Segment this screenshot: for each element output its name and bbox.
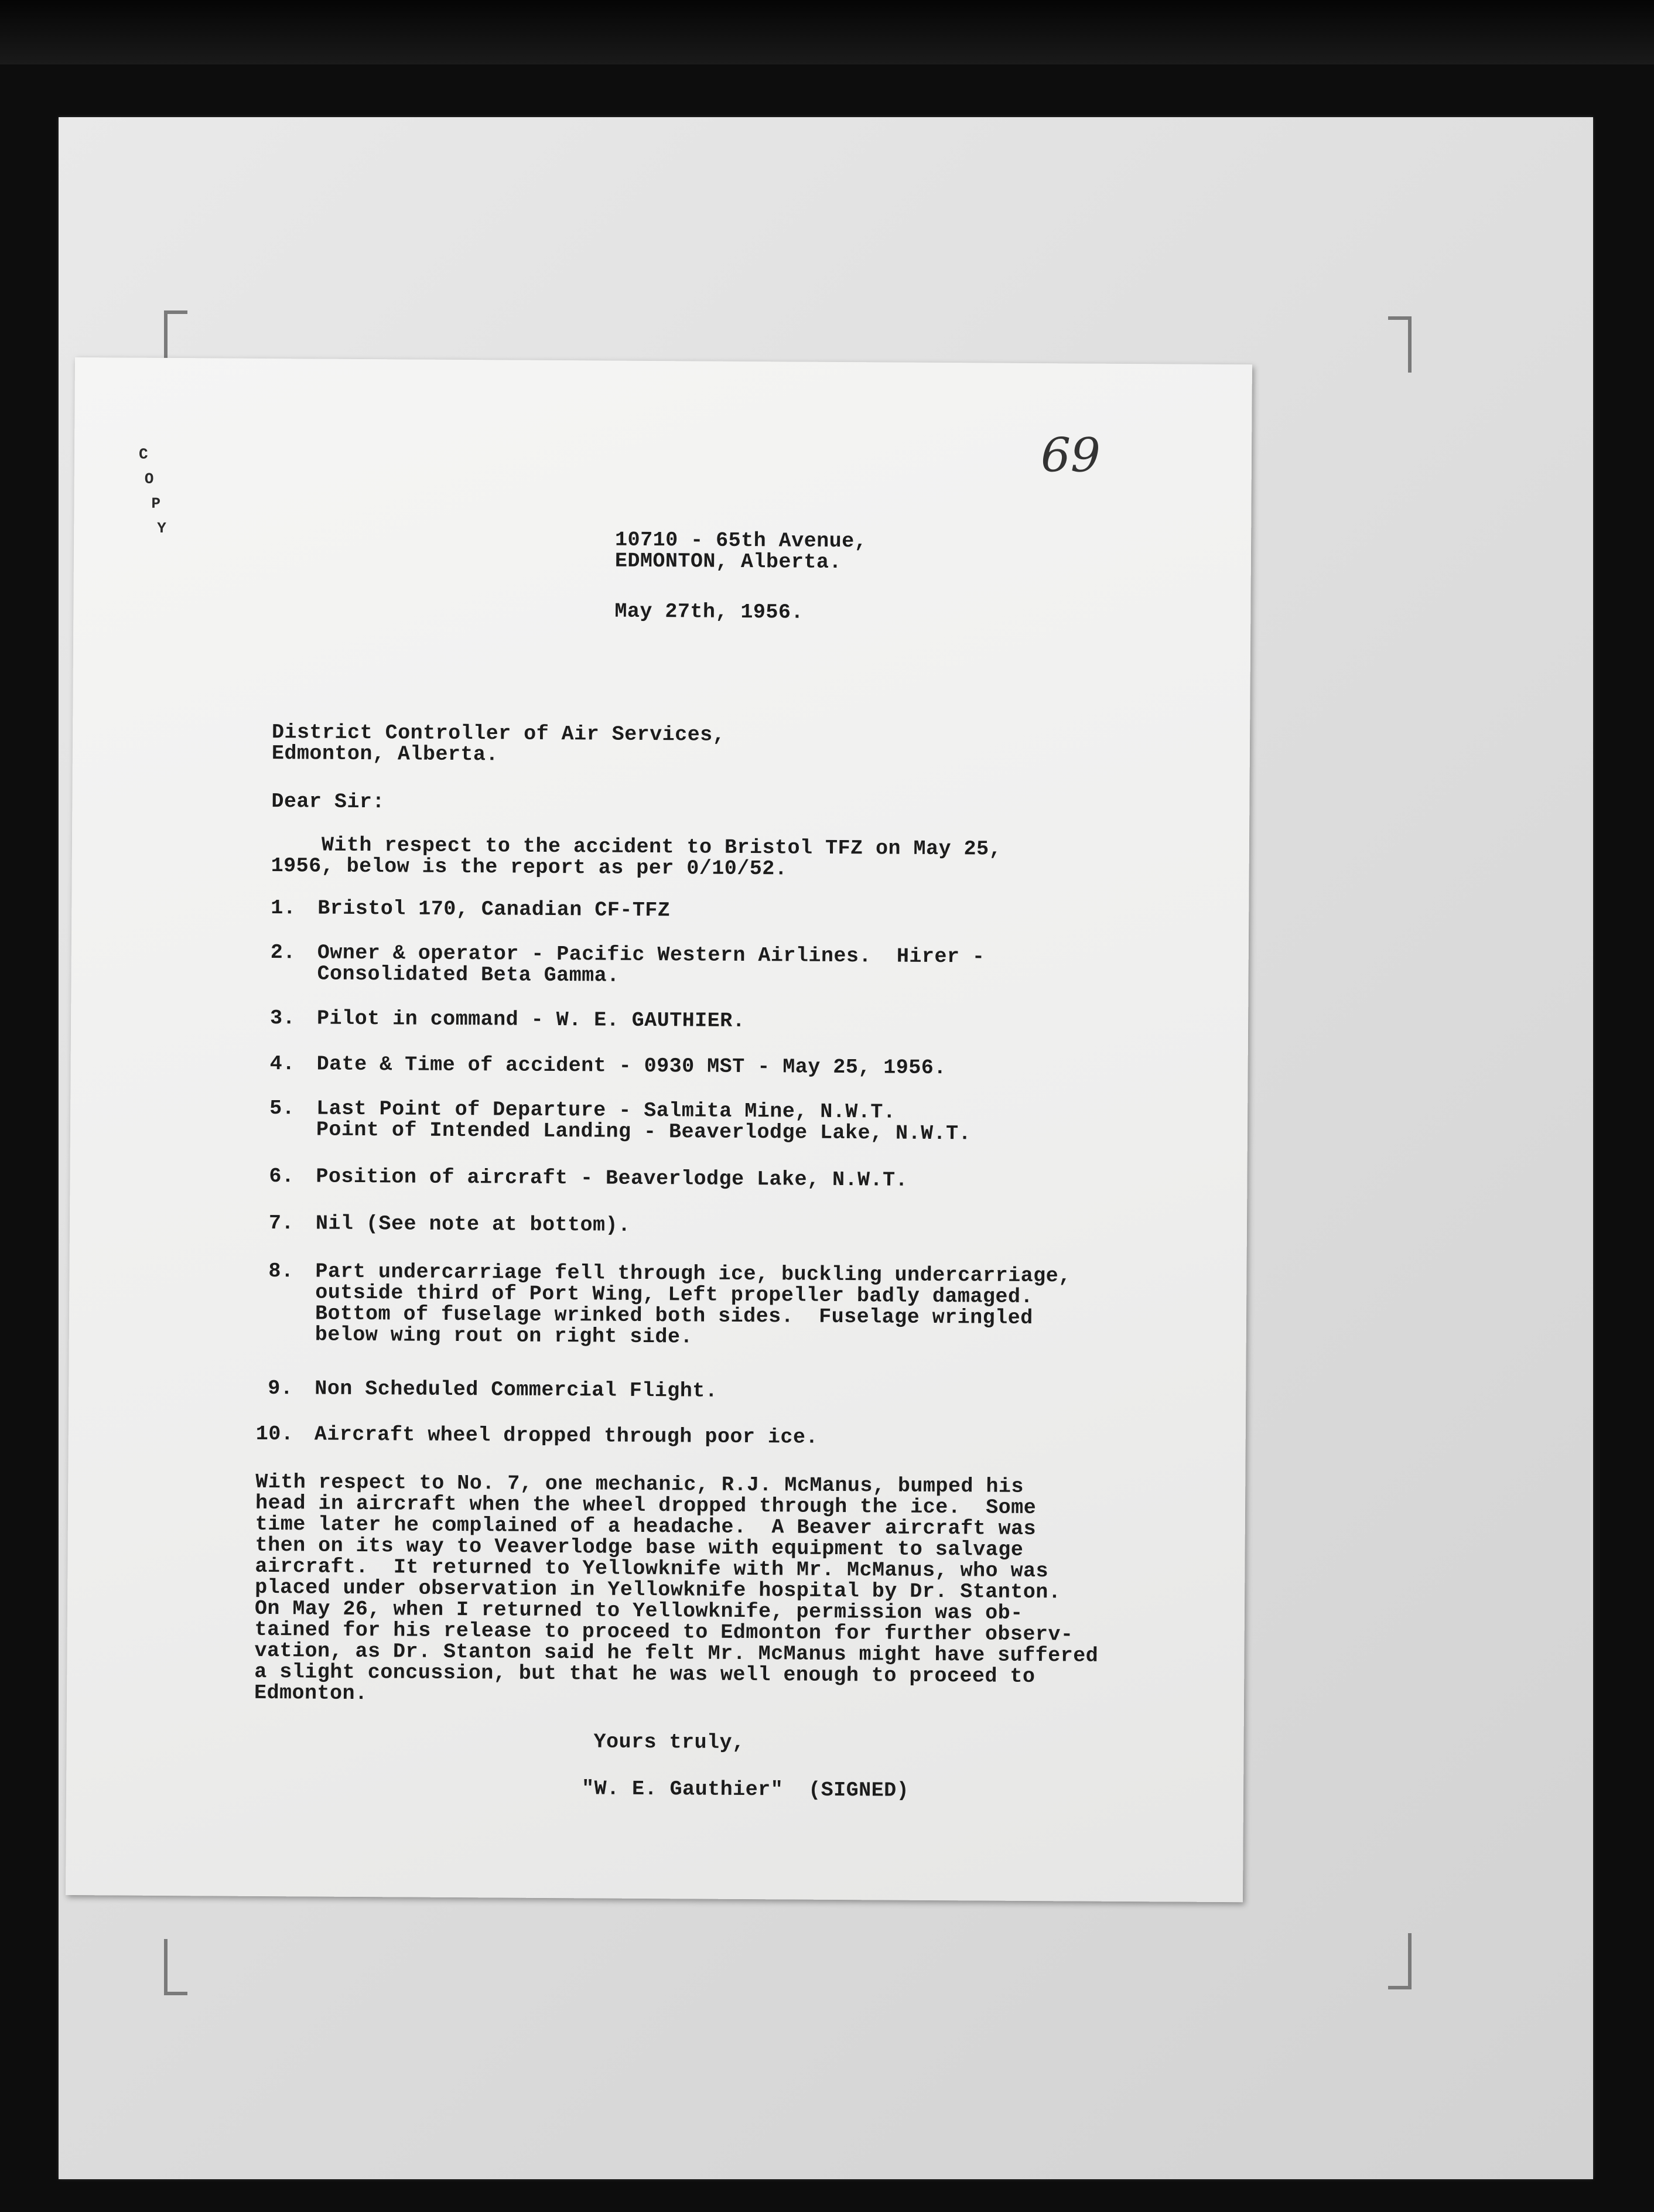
note-line: Edmonton. bbox=[254, 1681, 368, 1706]
item-text: outside third of Port Wing, Left propeller badly damaged. bbox=[315, 1281, 1034, 1309]
recipient-line: District Controller of Air Services, bbox=[271, 721, 726, 747]
item-number: 9. bbox=[268, 1377, 293, 1401]
letter-page bbox=[66, 357, 1252, 1902]
item-number: 1. bbox=[271, 896, 296, 920]
copy-stamp-letter: O bbox=[144, 470, 154, 488]
item-number: 4. bbox=[269, 1052, 295, 1076]
note-line: On May 26, when I returned to Yellowknife, permission was ob- bbox=[254, 1596, 1023, 1625]
item-text: Bristol 170, Canadian CF-TFZ bbox=[317, 896, 671, 923]
note-line: placed under observation in Yellowknife hospital by Dr. Stanton. bbox=[255, 1575, 1061, 1605]
copy-stamp bbox=[138, 446, 180, 540]
item-text: Owner & operator - Pacific Western Airlines. Hirer - bbox=[317, 941, 985, 969]
item-number: 8. bbox=[268, 1259, 294, 1283]
sender-address-line: EDMONTON, Alberta. bbox=[614, 549, 842, 575]
item-text: Point of Intended Landing - Beaverlodge Lake, N.W.T. bbox=[316, 1118, 972, 1146]
item-text: Non Scheduled Commercial Flight. bbox=[315, 1377, 718, 1403]
item-number: 7. bbox=[268, 1211, 295, 1235]
page-number: 69 bbox=[1040, 428, 1101, 483]
item-text: Aircraft wheel dropped through poor ice. bbox=[314, 1422, 819, 1449]
item-text: below wing rout on right side. bbox=[315, 1323, 693, 1349]
recipient-line: Edmonton, Alberta. bbox=[271, 742, 499, 767]
item-text: Date & Time of accident - 0930 MST - May 25, 1956. bbox=[316, 1052, 946, 1080]
crop-mark-top-right bbox=[1388, 316, 1412, 373]
item-text: Pilot in command - W. E. GAUTHIER. bbox=[316, 1006, 746, 1033]
item-text: Part undercarriage fell through ice, buckling undercarriage, bbox=[315, 1259, 1071, 1288]
film-top-band bbox=[0, 0, 1654, 64]
crop-mark-bottom-right bbox=[1388, 1933, 1412, 1989]
item-number: 2. bbox=[270, 941, 296, 965]
item-text: Bottom of fuselage wrinked both sides. Fuselage wringled bbox=[315, 1302, 1033, 1330]
note-line: time later he complained of a headache. A Beaver aircraft was bbox=[255, 1512, 1037, 1541]
item-number: 3. bbox=[269, 1006, 296, 1030]
note-line: a slight concussion, but that he was well enough to proceed to bbox=[254, 1660, 1036, 1689]
letter-date: May 27th, 1956. bbox=[614, 599, 804, 624]
salutation: Dear Sir: bbox=[271, 790, 385, 814]
copy-stamp-letter: Y bbox=[157, 519, 166, 537]
sender-address-line: 10710 - 65th Avenue, bbox=[614, 528, 867, 554]
signature: "W. E. Gauthier" (SIGNED) bbox=[581, 1777, 910, 1803]
item-text: Last Point of Departure - Salmita Mine, N.W.T. bbox=[316, 1097, 896, 1124]
intro-line: With respect to the accident to Bristol TFZ on May 25, bbox=[271, 833, 1002, 861]
copy-stamp-letter: P bbox=[151, 494, 161, 513]
item-text: Nil (See note at bottom). bbox=[315, 1211, 631, 1237]
note-line: head in aircraft when the wheel dropped through the ice. Some bbox=[255, 1491, 1037, 1520]
item-number: 10. bbox=[255, 1422, 294, 1446]
item-text: Consolidated Beta Gamma. bbox=[317, 962, 620, 988]
copy-stamp-letter: C bbox=[138, 445, 148, 463]
note-line: tained for his release to proceed to Edmonton for further observ- bbox=[254, 1617, 1074, 1647]
closing: Yours truly, bbox=[593, 1730, 745, 1755]
note-line: then on its way to Veaverlodge base with equipment to salvage bbox=[255, 1533, 1024, 1562]
item-text: Position of aircraft - Beaverlodge Lake, N.W.T. bbox=[316, 1165, 908, 1192]
intro-line: 1956, below is the report as per 0/10/52. bbox=[271, 854, 788, 881]
note-line: vation, as Dr. Stanton said he felt Mr. McManus might have suffered bbox=[254, 1638, 1099, 1668]
note-line: aircraft. It returned to Yellowknife with Mr. McManus, who was bbox=[255, 1554, 1049, 1583]
item-number: 6. bbox=[269, 1165, 295, 1189]
note-line: With respect to No. 7, one mechanic, R.J. McManus, bumped his bbox=[255, 1470, 1024, 1498]
crop-mark-bottom-left bbox=[164, 1939, 187, 1995]
item-number: 5. bbox=[269, 1097, 295, 1121]
